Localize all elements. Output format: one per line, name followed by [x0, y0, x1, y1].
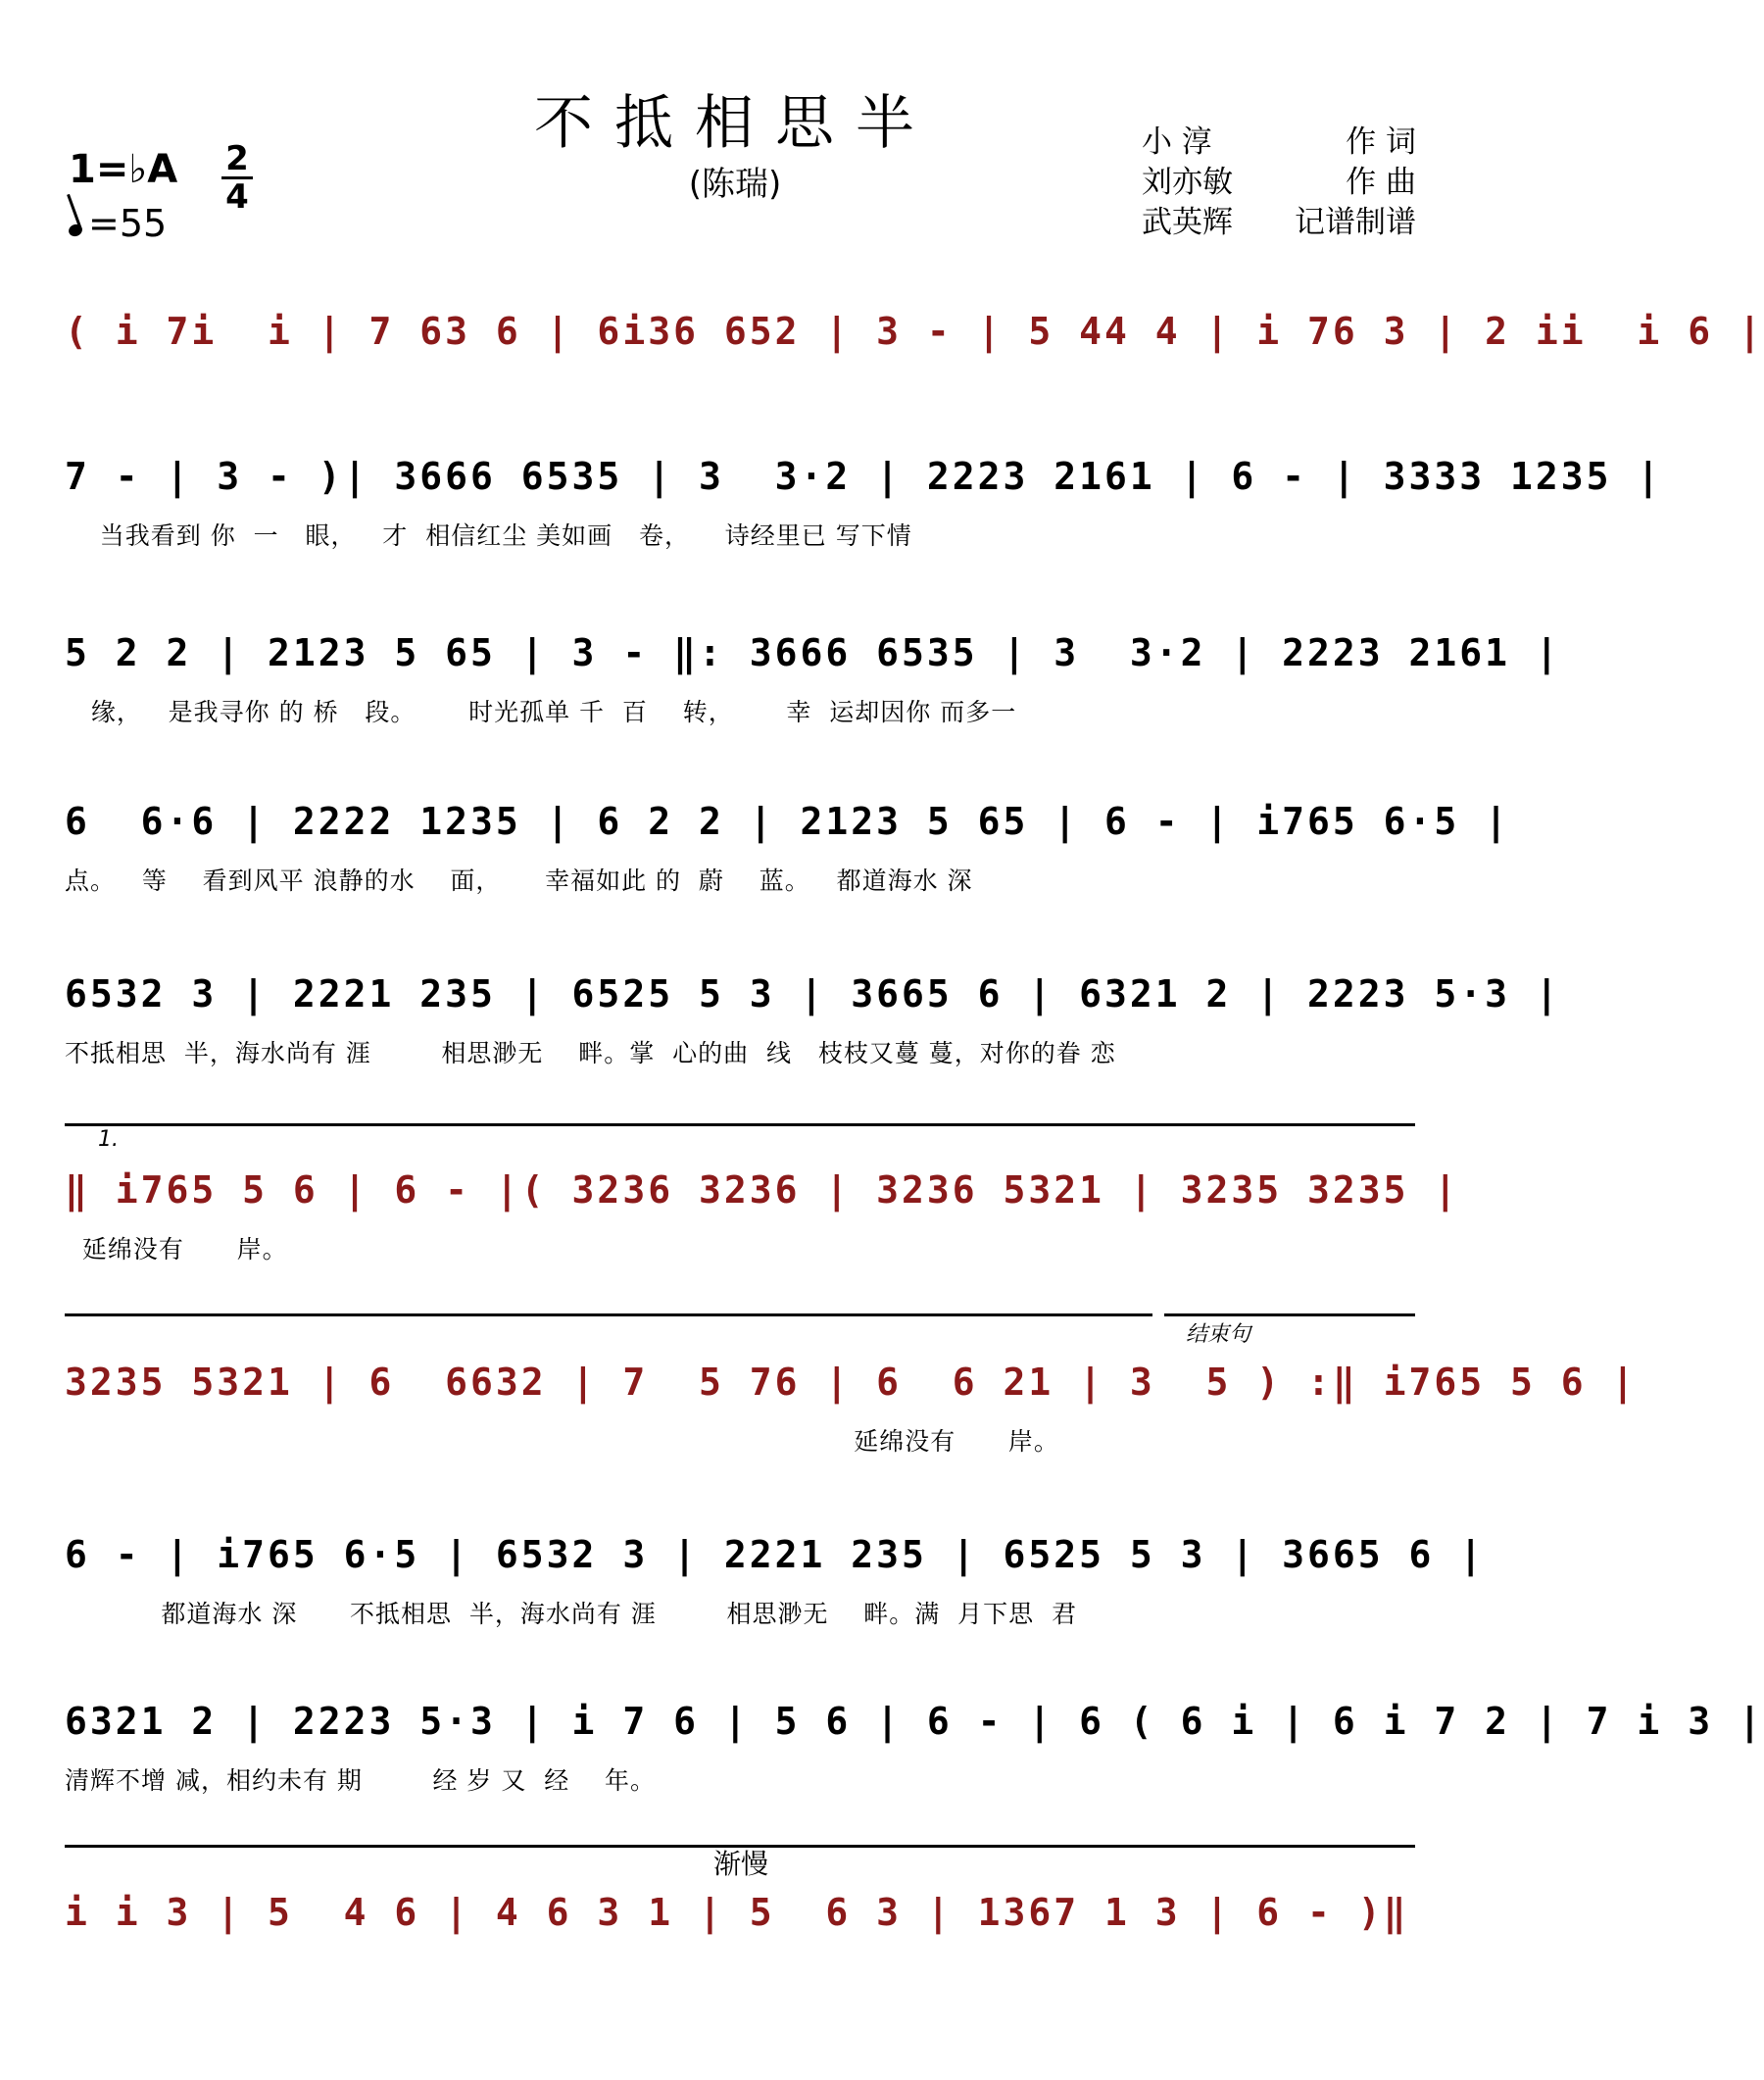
lyrics-line: 不抵相思 半，海水尚有 涯 相思渺无 畔。掌 心的曲 线 枝枝又蔓 蔓，对你的眷 恋: [65, 1039, 1116, 1067]
key-signature: 1=♭A: [69, 147, 178, 192]
notation-line: 6 6·6 | 2222 1235 | 6 2 2 | 2123 5 65 | 6 - | i765 6·5 |: [65, 800, 1511, 843]
ending-bracket: [1164, 1313, 1415, 1316]
singer-name: (陈瑞): [688, 165, 782, 204]
lyrics-line: 当我看到 你 一 眼， 才 相信红尘 美如画 卷， 诗经里已 写下情: [65, 521, 912, 550]
lyrics-line: 延绵没有 岸。: [65, 1427, 1059, 1456]
score-row-8: [65, 1529, 1486, 1634]
credit-transcriber: 武英辉 记谱制谱: [1142, 205, 1416, 240]
score-row-7: [65, 1357, 1638, 1461]
notation-line: i i 3 | 5 4 6 | 4 6 3 1 | 5 6 3 | 1367 1 3 | 6 - )‖: [65, 1891, 1409, 1934]
credit-composer: 刘亦敏 作 曲: [1142, 165, 1416, 200]
volta-bracket-continued: [65, 1313, 1152, 1316]
volta-bracket: [65, 1123, 1415, 1126]
time-signature: [218, 141, 257, 215]
lyrics-line: 缘， 是我寻你 的 桥 段。 时光孤单 千 百 转， 幸 运却因你 而多一: [65, 698, 1017, 726]
notation-line: 5 2 2 | 2123 5 65 | 3 - ‖: 3666 6535 | 3 3·2 | 2223 2161 |: [65, 631, 1561, 674]
score-row-10: [65, 1887, 1415, 1941]
notation-line: ( i 7i i | 7 63 6 | 6i36 652 | 3 - | 5 44 4 | i 76 3 | 2 ii i 6 |: [65, 310, 1764, 353]
lyrics-line: 点。 等 看到风平 浪静的水 面， 幸福如此 的 蔚 蓝。 都道海水 深: [65, 867, 973, 895]
lyrics-line: 清辉不增 减，相约未有 期 经 岁 又 经 年。: [65, 1766, 657, 1795]
time-top: 2: [225, 139, 249, 178]
notation-line: 6321 2 | 2223 5·3 | i 7 6 | 5 6 | 6 - | 6 ( 6 i | 6 i 7 2 | 7 i 3 |: [65, 1700, 1764, 1743]
score-row-9: [65, 1696, 1764, 1801]
credit-lyricist: 小 淳 作 词: [1142, 124, 1416, 160]
time-bottom: 4: [225, 177, 249, 217]
quarter-note-icon: [67, 223, 83, 238]
notation-line: 7 - | 3 - )| 3666 6535 | 3 3·2 | 2223 2161 | 6 - | 3333 1235 |: [65, 455, 1663, 498]
song-title: 不抵相思半: [534, 89, 936, 158]
notation-line: 6 - | i765 6·5 | 6532 3 | 2221 235 | 6525 5 3 | 3665 6 |: [65, 1533, 1486, 1576]
score-row-4: [65, 796, 1511, 901]
ending-phrase-label: 结束句: [1186, 1322, 1251, 1347]
tempo-marking: =55: [69, 202, 167, 245]
score-row-1: [65, 306, 1764, 360]
volta-first-label: 1.: [98, 1127, 119, 1152]
notation-line: 3235 5321 | 6 6632 | 7 5 76 | 6 6 21 | 3 5 ) :‖ i765 5 6 |: [65, 1361, 1638, 1404]
score-row-2: [65, 451, 1663, 556]
score-row-3: [65, 627, 1561, 732]
score-row-5: [65, 968, 1561, 1073]
lyrics-line: 都道海水 深 不抵相思 半，海水尚有 涯 相思渺无 畔。满 月下思 君: [65, 1600, 1078, 1628]
notation-line: ‖ i765 5 6 | 6 - |( 3236 3236 | 3236 5321 | 3235 3235 |: [65, 1168, 1460, 1212]
slowdown-label: 渐慢: [713, 1848, 769, 1880]
score-row-6: [65, 1164, 1460, 1269]
notation-line: 6532 3 | 2221 235 | 6525 5 3 | 3665 6 | 6321 2 | 2223 5·3 |: [65, 972, 1561, 1015]
lyrics-line: 延绵没有 岸。: [65, 1235, 288, 1263]
credits-block: [1142, 123, 1416, 243]
